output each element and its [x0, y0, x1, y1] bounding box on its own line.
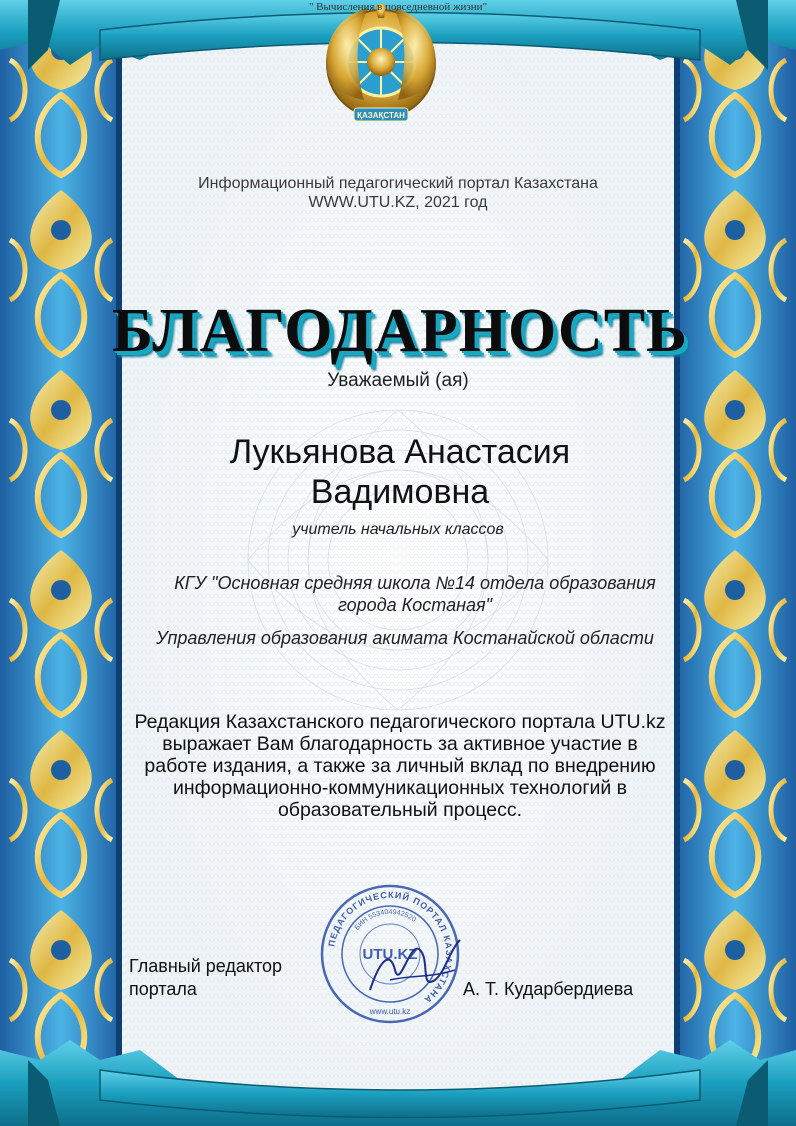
recipient-school: КГУ "Основная средняя школа №14 отдела образования города Костаная" [174, 573, 656, 615]
bottom-ribbon [0, 1030, 796, 1126]
certificate-title: БЛАГОДАРНОСТЬ [111, 297, 689, 365]
stamp-bin: БИН 553404942520 [353, 908, 417, 932]
portal-url-year: WWW.UTU.KZ, 2021 год [308, 194, 488, 211]
stamp-center: UTU.KZ [362, 946, 418, 963]
gratitude-body-text: Редакция Казахстанского педагогического портала UTU.kz выражает Вам благодарность за активное участие в работе издания, а также за личный вклад по внедрению информационно-коммуникационных технологий в образовательный процесс. [134, 711, 666, 821]
recipient-position: учитель начальных классов [292, 521, 504, 538]
signature-title: Главный редактор портала [129, 956, 283, 999]
kazakhstan-emblem [316, 4, 446, 130]
stamp-site: www.utu.kz [369, 1007, 411, 1016]
right-ornament-column [674, 0, 796, 1126]
left-ornament-column [0, 0, 122, 1126]
handwritten-signature [360, 920, 470, 1010]
motto-text: " Вычисления в повседневной жизни" [308, 1, 488, 13]
greeting: Уважаемый (ая) [327, 370, 469, 391]
stamp-ring-text: ПЕДАГОГИЧЕСКИЙ ПОРТАЛ КАЗАХСТАНА [326, 889, 455, 1006]
emblem-label: ҚАЗАҚСТАН [357, 111, 405, 120]
recipient-name: Лукьянова Анастасия Вадимовна [229, 433, 571, 511]
recipient-department: Управления образования акимата Костанайской области [156, 628, 654, 648]
portal-name: Информационный педагогический портал Казахстана [198, 175, 598, 192]
signature-label [129, 955, 309, 1001]
signature-name: А. Т. Кударбердиева [463, 979, 634, 999]
